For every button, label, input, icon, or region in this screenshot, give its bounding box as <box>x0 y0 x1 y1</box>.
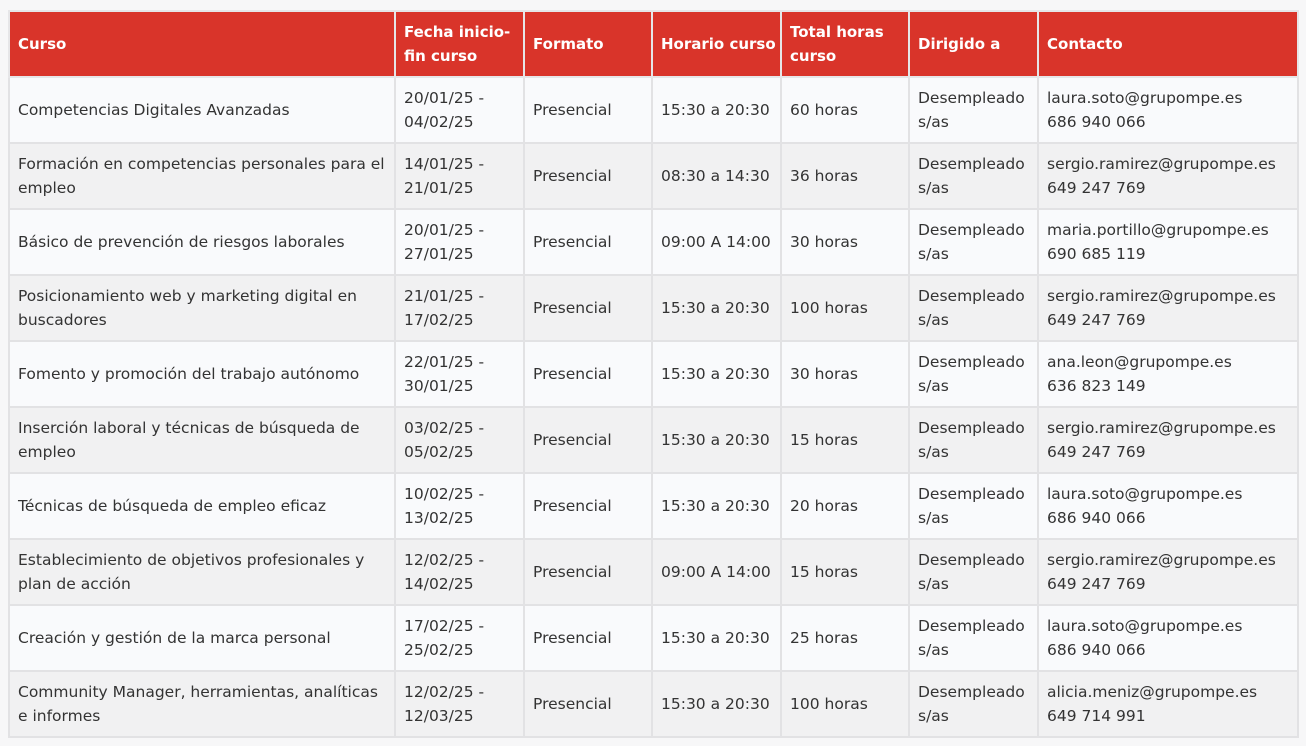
end-date: 05/02/25 <box>404 443 474 461</box>
column-header-horario <box>652 11 781 77</box>
contact-phone: 649 247 769 <box>1047 311 1146 329</box>
audience-line1: Desempleado <box>918 419 1025 437</box>
start-date: 12/02/25 - <box>404 683 485 701</box>
course-schedule: 08:30 a 14:30 <box>661 167 770 185</box>
column-header-label-line2: curso <box>790 47 837 65</box>
cell-curso <box>9 143 395 209</box>
column-header-label: Contacto <box>1047 35 1123 53</box>
column-header-horas <box>781 11 909 77</box>
course-format: Presencial <box>533 233 612 251</box>
audience-line1: Desempleado <box>918 617 1025 635</box>
course-name: Posicionamiento web y marketing digital en buscadores <box>18 287 357 329</box>
course-format: Presencial <box>533 563 612 581</box>
audience-line1: Desempleado <box>918 155 1025 173</box>
course-schedule: 15:30 a 20:30 <box>661 629 770 647</box>
cell-contacto <box>1038 341 1298 407</box>
course-format: Presencial <box>533 299 612 317</box>
header-row <box>9 11 1298 77</box>
column-header-curso <box>9 11 395 77</box>
course-hours: 100 horas <box>790 299 868 317</box>
audience-line1: Desempleado <box>918 89 1025 107</box>
cell-contacto <box>1038 143 1298 209</box>
cell-contacto <box>1038 407 1298 473</box>
cell-horas <box>781 77 909 143</box>
contact-email: alicia.meniz@grupompe.es <box>1047 683 1258 701</box>
cell-contacto <box>1038 209 1298 275</box>
cell-dirigido <box>909 539 1038 605</box>
cell-horario <box>652 275 781 341</box>
course-hours: 15 horas <box>790 563 858 581</box>
cell-horario <box>652 77 781 143</box>
audience-line2: s/as <box>918 443 949 461</box>
cell-formato <box>524 77 652 143</box>
contact-email: laura.soto@grupompe.es <box>1047 485 1243 503</box>
cell-fechas <box>395 209 524 275</box>
course-hours: 100 horas <box>790 695 868 713</box>
end-date: 30/01/25 <box>404 377 474 395</box>
column-header-formato <box>524 11 652 77</box>
start-date: 10/02/25 - <box>404 485 485 503</box>
cell-formato <box>524 275 652 341</box>
cell-horas <box>781 473 909 539</box>
audience-line1: Desempleado <box>918 287 1025 305</box>
cell-fechas <box>395 539 524 605</box>
cell-curso <box>9 473 395 539</box>
audience-line2: s/as <box>918 509 949 527</box>
cell-curso <box>9 77 395 143</box>
contact-phone: 649 247 769 <box>1047 443 1146 461</box>
cell-horario <box>652 605 781 671</box>
contact-email: sergio.ramirez@grupompe.es <box>1047 155 1276 173</box>
course-format: Presencial <box>533 629 612 647</box>
course-name: Establecimiento de objetivos profesionales y plan de acción <box>18 551 365 593</box>
course-schedule: 09:00 A 14:00 <box>661 233 771 251</box>
column-header-label: Formato <box>533 35 604 53</box>
table-header <box>9 11 1298 77</box>
course-name: Creación y gestión de la marca personal <box>18 629 331 647</box>
contact-email: ana.leon@grupompe.es <box>1047 353 1232 371</box>
cell-horas <box>781 407 909 473</box>
start-date: 20/01/25 - <box>404 221 485 239</box>
column-header-label: Horario curso <box>661 35 776 53</box>
cell-formato <box>524 539 652 605</box>
course-name: Básico de prevención de riesgos laborales <box>18 233 345 251</box>
cell-fechas <box>395 77 524 143</box>
course-hours: 20 horas <box>790 497 858 515</box>
end-date: 25/02/25 <box>404 641 474 659</box>
cell-dirigido <box>909 143 1038 209</box>
cell-formato <box>524 407 652 473</box>
cell-dirigido <box>909 341 1038 407</box>
cell-contacto <box>1038 473 1298 539</box>
cell-horas <box>781 605 909 671</box>
course-schedule: 15:30 a 20:30 <box>661 365 770 383</box>
course-name: Community Manager, herramientas, analíticas e informes <box>18 683 378 725</box>
course-hours: 25 horas <box>790 629 858 647</box>
course-schedule: 15:30 a 20:30 <box>661 101 770 119</box>
cell-fechas <box>395 143 524 209</box>
cell-dirigido <box>909 275 1038 341</box>
audience-line1: Desempleado <box>918 683 1025 701</box>
course-format: Presencial <box>533 497 612 515</box>
column-header-label: Fecha inicio- <box>404 23 511 41</box>
cell-horario <box>652 209 781 275</box>
end-date: 17/02/25 <box>404 311 474 329</box>
cell-horas <box>781 143 909 209</box>
cell-dirigido <box>909 209 1038 275</box>
cell-formato <box>524 671 652 737</box>
audience-line1: Desempleado <box>918 551 1025 569</box>
course-name: Fomento y promoción del trabajo autónomo <box>18 365 360 383</box>
course-format: Presencial <box>533 101 612 119</box>
cell-contacto <box>1038 671 1298 737</box>
start-date: 03/02/25 - <box>404 419 485 437</box>
column-header-label: Dirigido a <box>918 35 1001 53</box>
cell-horario <box>652 143 781 209</box>
audience-line1: Desempleado <box>918 485 1025 503</box>
audience-line2: s/as <box>918 575 949 593</box>
cell-horas <box>781 341 909 407</box>
cell-horas <box>781 671 909 737</box>
audience-line2: s/as <box>918 641 949 659</box>
end-date: 21/01/25 <box>404 179 474 197</box>
contact-email: maria.portillo@grupompe.es <box>1047 221 1269 239</box>
cell-formato <box>524 605 652 671</box>
contact-email: laura.soto@grupompe.es <box>1047 89 1243 107</box>
contact-phone: 690 685 119 <box>1047 245 1146 263</box>
cell-horario <box>652 539 781 605</box>
cell-dirigido <box>909 77 1038 143</box>
cell-fechas <box>395 671 524 737</box>
cell-dirigido <box>909 605 1038 671</box>
audience-line1: Desempleado <box>918 221 1025 239</box>
contact-phone: 649 247 769 <box>1047 575 1146 593</box>
table-row <box>9 341 1298 407</box>
table-row <box>9 275 1298 341</box>
audience-line1: Desempleado <box>918 353 1025 371</box>
course-hours: 60 horas <box>790 101 858 119</box>
contact-phone: 636 823 149 <box>1047 377 1146 395</box>
start-date: 20/01/25 - <box>404 89 485 107</box>
course-schedule: 15:30 a 20:30 <box>661 431 770 449</box>
audience-line2: s/as <box>918 245 949 263</box>
cell-fechas <box>395 275 524 341</box>
contact-email: sergio.ramirez@grupompe.es <box>1047 287 1276 305</box>
course-name: Inserción laboral y técnicas de búsqueda de empleo <box>18 419 360 461</box>
contact-email: laura.soto@grupompe.es <box>1047 617 1243 635</box>
cell-horario <box>652 341 781 407</box>
cell-curso <box>9 605 395 671</box>
cell-curso <box>9 209 395 275</box>
contact-phone: 686 940 066 <box>1047 113 1146 131</box>
cell-horas <box>781 209 909 275</box>
cell-formato <box>524 341 652 407</box>
cell-fechas <box>395 473 524 539</box>
column-header-fechas <box>395 11 524 77</box>
cell-curso <box>9 671 395 737</box>
end-date: 12/03/25 <box>404 707 474 725</box>
course-format: Presencial <box>533 167 612 185</box>
contact-email: sergio.ramirez@grupompe.es <box>1047 551 1276 569</box>
cell-horario <box>652 671 781 737</box>
start-date: 17/02/25 - <box>404 617 485 635</box>
cell-dirigido <box>909 473 1038 539</box>
course-format: Presencial <box>533 431 612 449</box>
column-header-label: Total horas <box>790 23 884 41</box>
table-body <box>9 77 1298 737</box>
audience-line2: s/as <box>918 179 949 197</box>
course-name: Formación en competencias personales para el empleo <box>18 155 385 197</box>
cell-horario <box>652 407 781 473</box>
cell-formato <box>524 209 652 275</box>
cell-contacto <box>1038 275 1298 341</box>
cell-contacto <box>1038 539 1298 605</box>
end-date: 13/02/25 <box>404 509 474 527</box>
course-name: Técnicas de búsqueda de empleo eficaz <box>18 497 327 515</box>
table-row <box>9 77 1298 143</box>
table-row <box>9 671 1298 737</box>
course-schedule: 15:30 a 20:30 <box>661 695 770 713</box>
cell-fechas <box>395 341 524 407</box>
cell-formato <box>524 143 652 209</box>
audience-line2: s/as <box>918 311 949 329</box>
course-name: Competencias Digitales Avanzadas <box>18 101 290 119</box>
end-date: 14/02/25 <box>404 575 474 593</box>
cell-horas <box>781 275 909 341</box>
course-schedule: 15:30 a 20:30 <box>661 299 770 317</box>
course-hours: 30 horas <box>790 233 858 251</box>
cell-dirigido <box>909 671 1038 737</box>
audience-line2: s/as <box>918 377 949 395</box>
column-header-label-line2: fin curso <box>404 47 478 65</box>
table-row <box>9 209 1298 275</box>
cell-horas <box>781 539 909 605</box>
cell-dirigido <box>909 407 1038 473</box>
cell-curso <box>9 341 395 407</box>
start-date: 22/01/25 - <box>404 353 485 371</box>
course-table <box>8 10 1299 738</box>
start-date: 21/01/25 - <box>404 287 485 305</box>
cell-fechas <box>395 605 524 671</box>
table-row <box>9 605 1298 671</box>
audience-line2: s/as <box>918 707 949 725</box>
contact-phone: 686 940 066 <box>1047 509 1146 527</box>
table-row <box>9 539 1298 605</box>
course-hours: 36 horas <box>790 167 858 185</box>
course-table-container <box>8 10 1299 738</box>
course-format: Presencial <box>533 695 612 713</box>
column-header-label: Curso <box>18 35 67 53</box>
cell-contacto <box>1038 77 1298 143</box>
course-format: Presencial <box>533 365 612 383</box>
cell-fechas <box>395 407 524 473</box>
cell-curso <box>9 275 395 341</box>
table-row <box>9 407 1298 473</box>
end-date: 04/02/25 <box>404 113 474 131</box>
column-header-contacto <box>1038 11 1298 77</box>
start-date: 14/01/25 - <box>404 155 485 173</box>
cell-curso <box>9 539 395 605</box>
cell-formato <box>524 473 652 539</box>
course-hours: 30 horas <box>790 365 858 383</box>
column-header-dirigido <box>909 11 1038 77</box>
contact-phone: 649 714 991 <box>1047 707 1146 725</box>
end-date: 27/01/25 <box>404 245 474 263</box>
cell-contacto <box>1038 605 1298 671</box>
audience-line2: s/as <box>918 113 949 131</box>
table-row <box>9 143 1298 209</box>
contact-email: sergio.ramirez@grupompe.es <box>1047 419 1276 437</box>
cell-curso <box>9 407 395 473</box>
contact-phone: 649 247 769 <box>1047 179 1146 197</box>
contact-phone: 686 940 066 <box>1047 641 1146 659</box>
start-date: 12/02/25 - <box>404 551 485 569</box>
cell-horario <box>652 473 781 539</box>
table-row <box>9 473 1298 539</box>
course-schedule: 09:00 A 14:00 <box>661 563 771 581</box>
course-hours: 15 horas <box>790 431 858 449</box>
course-schedule: 15:30 a 20:30 <box>661 497 770 515</box>
